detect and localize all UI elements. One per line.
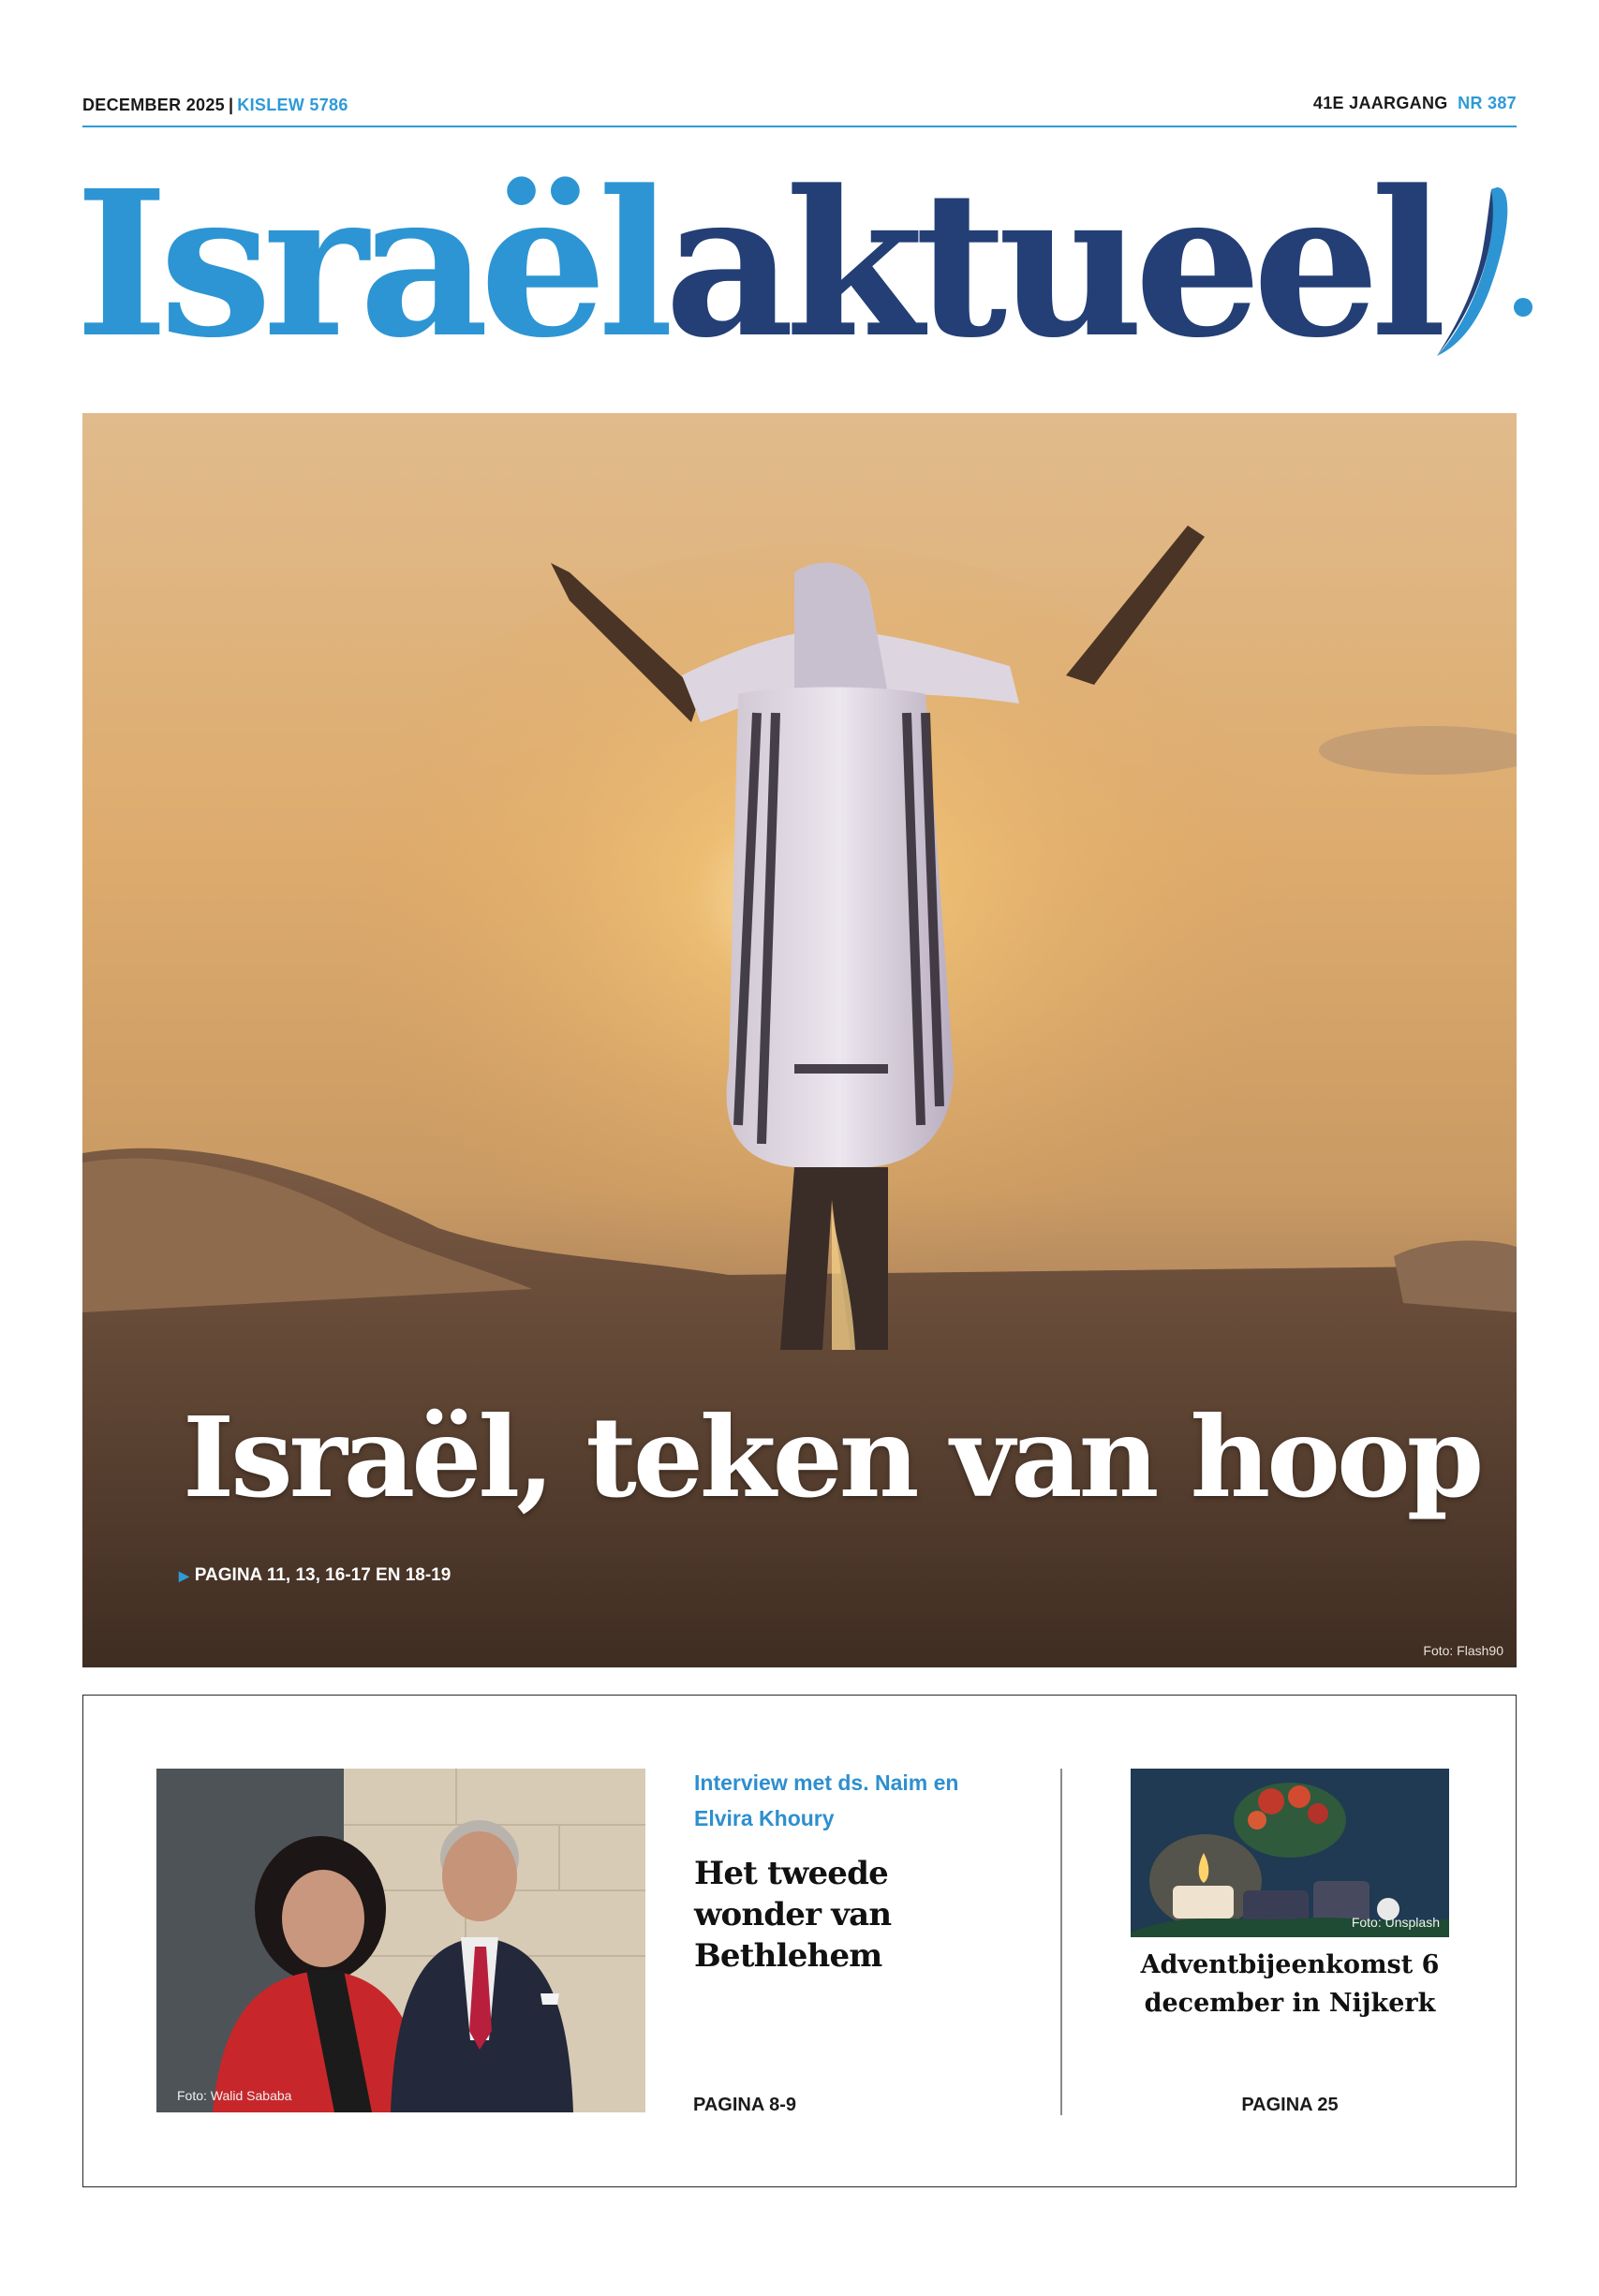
issue-number <box>1313 94 1517 113</box>
teaser-box <box>82 1695 1517 2187</box>
masthead-part-2: aktueel <box>664 147 1438 382</box>
volume-text: 41E JAARGANG <box>1312 94 1448 112</box>
cover-pages-text: PAGINA 11, 13, 16-17 EN 18-19 <box>194 1565 452 1585</box>
cover-page-reference <box>179 1565 451 1586</box>
issue-date <box>82 96 348 115</box>
play-triangle-icon: ▶ <box>179 1568 189 1583</box>
issue-number-text: NR 387 <box>1458 94 1517 112</box>
interview-photo-illustration <box>156 1769 645 2112</box>
advent-headline: Adventbijeenkomst 6 december in Nijkerk <box>1140 1950 1440 2018</box>
interview-kicker: Interview met ds. Naim en Elvira Khoury <box>694 1770 959 1830</box>
interview-headline: Het tweede wonder van Bethlehem <box>694 1855 892 1975</box>
interview-page-reference: PAGINA 8-9 <box>693 2095 797 2115</box>
advent-photo-credit: Foto: Unsplash <box>1351 1915 1440 1930</box>
cover-photo <box>82 413 1517 1667</box>
date-text: DECEMBER 2025 <box>82 96 225 114</box>
advent-page-reference: PAGINA 25 <box>1241 2095 1339 2115</box>
interview-photo-credit: Foto: Walid Sababa <box>177 2088 292 2103</box>
date-separator: | <box>228 96 234 114</box>
hebrew-date-text: KISLEW 5786 <box>237 96 348 114</box>
issue-info-bar <box>82 92 1517 127</box>
advent-photo-illustration <box>1131 1769 1449 1937</box>
column-divider <box>1060 1769 1062 2115</box>
logo-swoosh-icon <box>1424 178 1536 365</box>
masthead-part-1: Israël <box>75 147 665 382</box>
cover-headline: Israël, teken van hoop <box>183 1392 1481 1522</box>
interview-photo <box>156 1769 645 2112</box>
advent-photo <box>1131 1769 1449 1937</box>
cover-photo-credit: Foto: Flash90 <box>1423 1643 1503 1658</box>
masthead-logo <box>75 147 1536 382</box>
